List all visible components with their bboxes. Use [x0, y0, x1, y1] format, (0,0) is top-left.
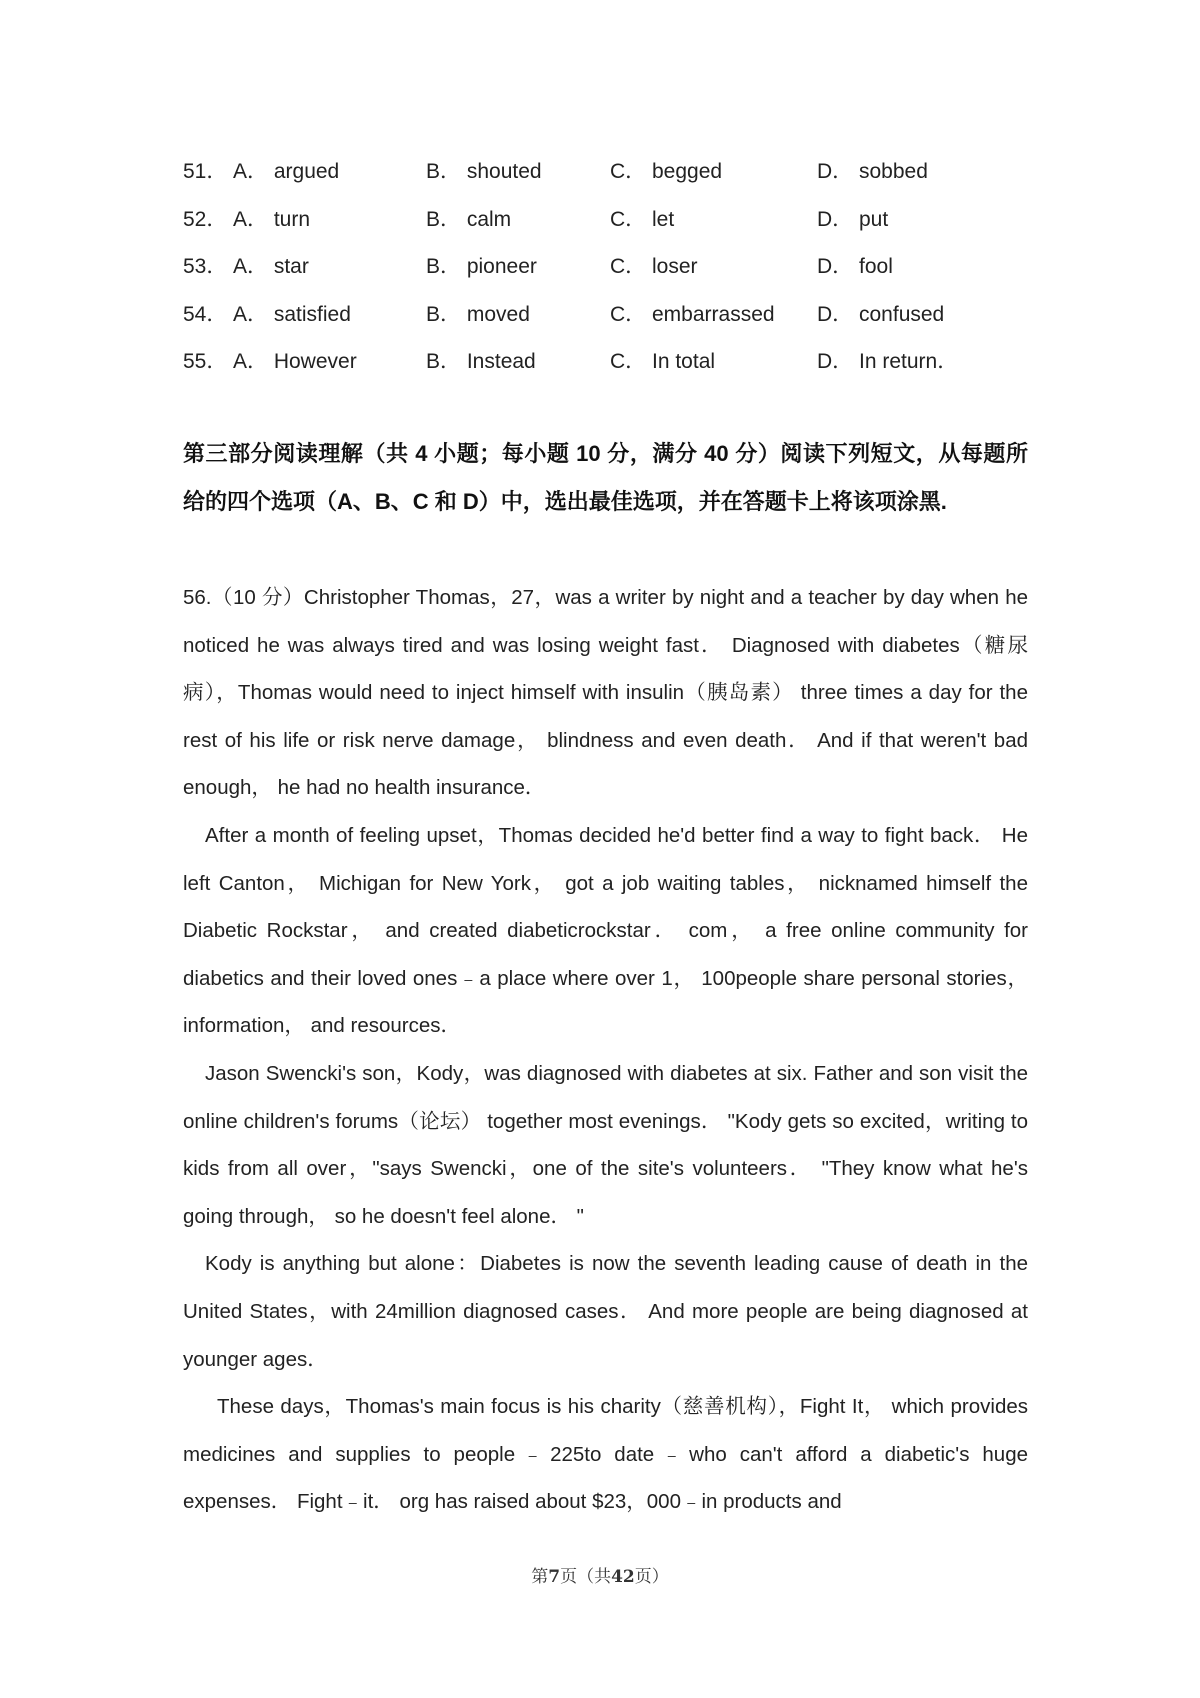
option-row-55	[183, 338, 1043, 386]
passage-paragraph-4: Kody is anything but alone：Diabetes is now the seventh leading cause of death in the United States，with 24million diagnosed cases． And more people are being diagnosed at younger ages．	[183, 1252, 1028, 1371]
option-d: D． sobbed	[817, 160, 928, 183]
question-number: 54．	[183, 302, 228, 326]
footer-prefix: 第	[531, 1567, 549, 1587]
question-number: 55．	[183, 350, 228, 374]
passage-paragraph-2: After a month of feeling upset，Thomas decided he'd better find a way to fight back． He left Canton， Michigan for New York， got a job waiting tables， nicknamed himself the Diabetic Rockstar， and created diabeticrockstar． com， a free online community for diabetics and their loved ones﹣a place where over 1， 100people share personal stories， information， and resources．	[183, 823, 1028, 1038]
option-row-52	[183, 196, 1043, 244]
option-b: B． moved	[426, 302, 530, 326]
answer-options-table	[183, 148, 1043, 386]
page-footer	[0, 1562, 1200, 1587]
passage-paragraph-1: 56.（10 分）Christopher Thomas，27，was a writer by night and a teacher by day when he noticed he was always tired and was losing weight fast． Diagnosed with diabetes（糖尿病），Thomas would need to inject himself with insulin（胰岛素） three times a day for the rest of his life or risk nerve damage， blindness and even death． And if that weren't bad enough， he had no health insurance．	[183, 586, 1028, 800]
option-row-53	[183, 243, 1043, 291]
option-b: B． calm	[426, 207, 512, 231]
passage-paragraph-5: These days，Thomas's main focus is his charity（慈善机构），Fight It， which provides medicines and supplies to people﹣225to date﹣who can't afford a diabetic's huge expenses． Fight﹣it． org has raised about $23，000﹣in products and	[183, 1395, 1028, 1514]
option-a: A． star	[233, 255, 309, 279]
option-a: A． However	[233, 350, 357, 374]
option-d: D． fool	[817, 255, 893, 279]
question-number: 53．	[183, 255, 228, 279]
footer-suffix: 页）	[634, 1567, 669, 1587]
option-row-54	[183, 291, 1043, 339]
option-c: C． let	[610, 207, 675, 231]
section-heading: 第三部分阅读理解（共 4 小题；每小题 10 分，满分 40 分）阅读下列短文，从每题所给的四个选项（A、B、C 和 D）中，选出最佳选项，并在答题卡上将该项涂黑.	[183, 441, 1028, 514]
option-b: B． shouted	[426, 160, 542, 183]
question-number: 52．	[183, 207, 228, 231]
option-c: C． embarrassed	[610, 302, 775, 326]
option-b: B． pioneer	[426, 255, 537, 279]
option-a: A． satisfied	[233, 302, 351, 326]
option-d: D． confused	[817, 302, 945, 326]
option-d: D． In return．	[817, 350, 959, 374]
reading-passage	[183, 574, 1028, 1526]
option-c: C． loser	[610, 255, 698, 279]
option-d: D． put	[817, 207, 889, 231]
option-a: A． turn	[233, 207, 311, 231]
question-number: 51．	[183, 160, 228, 183]
option-a: A． argued	[233, 160, 340, 183]
option-row-51	[183, 148, 1043, 196]
passage-paragraph-3: Jason Swencki's son，Kody，was diagnosed with diabetes at six. Father and son visit the online children's forums（论坛） together most evenings． "Kody gets so excited，writing to kids from all over，"says Swencki，one of the site's volunteers． "They know what he's going through， so he doesn't feel alone． "	[183, 1061, 1028, 1228]
option-c: C． In total	[610, 350, 716, 374]
footer-page-number: 7	[548, 1567, 561, 1587]
footer-total-pages: 42	[611, 1567, 635, 1587]
option-b: B． Instead	[426, 350, 536, 374]
footer-mid: 页（共	[560, 1567, 612, 1587]
option-c: C． begged	[610, 160, 723, 183]
